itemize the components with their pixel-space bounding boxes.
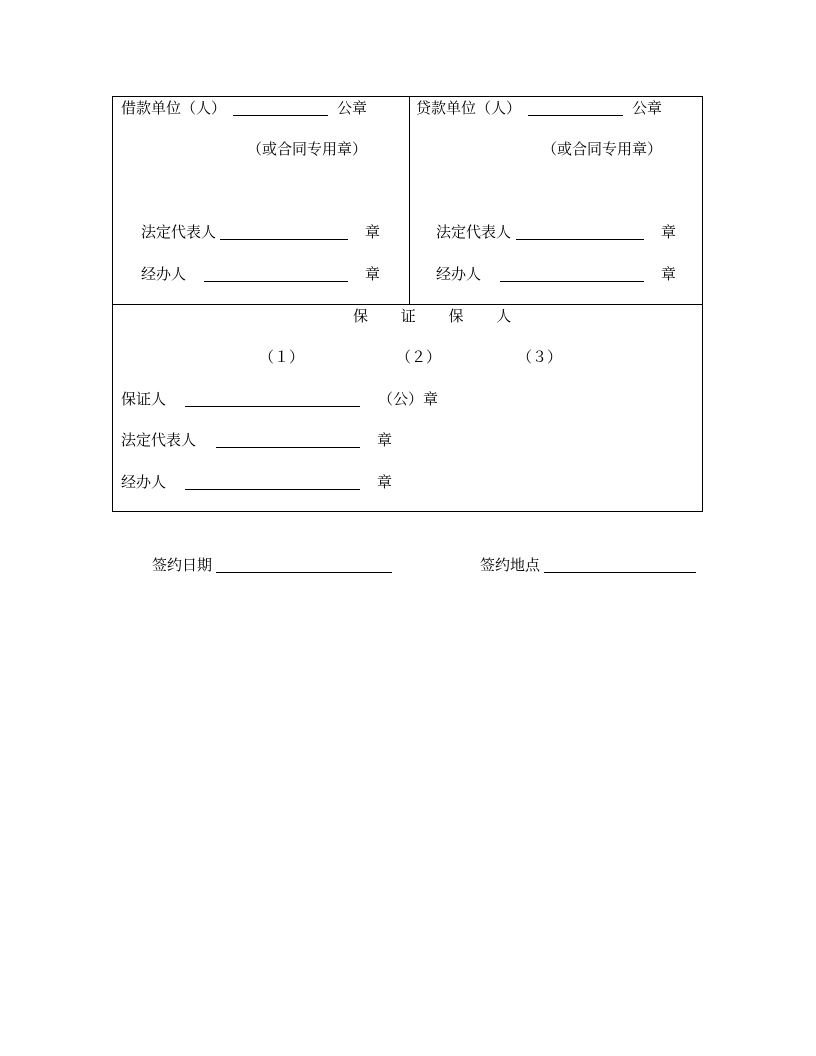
- lender-name-blank[interactable]: [528, 115, 623, 116]
- signing-date-label: 签约日期: [152, 556, 213, 574]
- lender-handler-blank[interactable]: [500, 281, 644, 282]
- guarantor-label: 保证人: [121, 390, 167, 408]
- borrower-legal-rep-blank[interactable]: [220, 239, 348, 240]
- borrower-handler-label: 经办人: [141, 265, 187, 283]
- borrower-label: 借款单位（人）: [121, 99, 227, 117]
- column-divider: [409, 97, 410, 305]
- guarantor-seal-label: （公）章: [378, 390, 439, 408]
- borrower-legal-rep-seal: 章: [365, 223, 381, 241]
- signing-place-blank[interactable]: [544, 572, 696, 573]
- guarantor-legal-rep-blank[interactable]: [216, 447, 360, 448]
- guarantor-number-1: （１）: [259, 348, 305, 366]
- borrower-seal-label: 公章: [337, 99, 368, 117]
- guarantor-handler-label: 经办人: [121, 473, 167, 491]
- row-divider: [113, 304, 702, 305]
- guarantor-number-2: （２）: [396, 348, 442, 366]
- signing-place-label: 签约地点: [480, 556, 541, 574]
- lender-seal-label: 公章: [632, 99, 663, 117]
- guarantor-number-3: （３）: [517, 348, 563, 366]
- lender-handler-seal: 章: [661, 265, 677, 283]
- signing-date-blank[interactable]: [216, 572, 392, 573]
- lender-handler-label: 经办人: [436, 265, 482, 283]
- guarantor-handler-seal: 章: [377, 473, 393, 491]
- guarantor-name-blank[interactable]: [185, 406, 360, 407]
- borrower-handler-seal: 章: [365, 265, 381, 283]
- borrower-legal-rep-label: 法定代表人: [141, 223, 217, 241]
- guarantor-handler-blank[interactable]: [185, 489, 360, 490]
- lender-seal-note: （或合同专用章）: [542, 140, 663, 158]
- borrower-name-blank[interactable]: [233, 115, 328, 116]
- guarantor-title: 保 证 保 人: [353, 307, 526, 325]
- borrower-handler-blank[interactable]: [204, 281, 348, 282]
- guarantor-legal-rep-label: 法定代表人: [121, 431, 197, 449]
- lender-legal-rep-blank[interactable]: [516, 239, 644, 240]
- lender-label: 贷款单位（人）: [416, 99, 522, 117]
- lender-legal-rep-label: 法定代表人: [436, 223, 512, 241]
- borrower-seal-note: （或合同专用章）: [247, 140, 368, 158]
- lender-legal-rep-seal: 章: [661, 223, 677, 241]
- guarantor-legal-rep-seal: 章: [377, 431, 393, 449]
- signature-table: [112, 96, 703, 512]
